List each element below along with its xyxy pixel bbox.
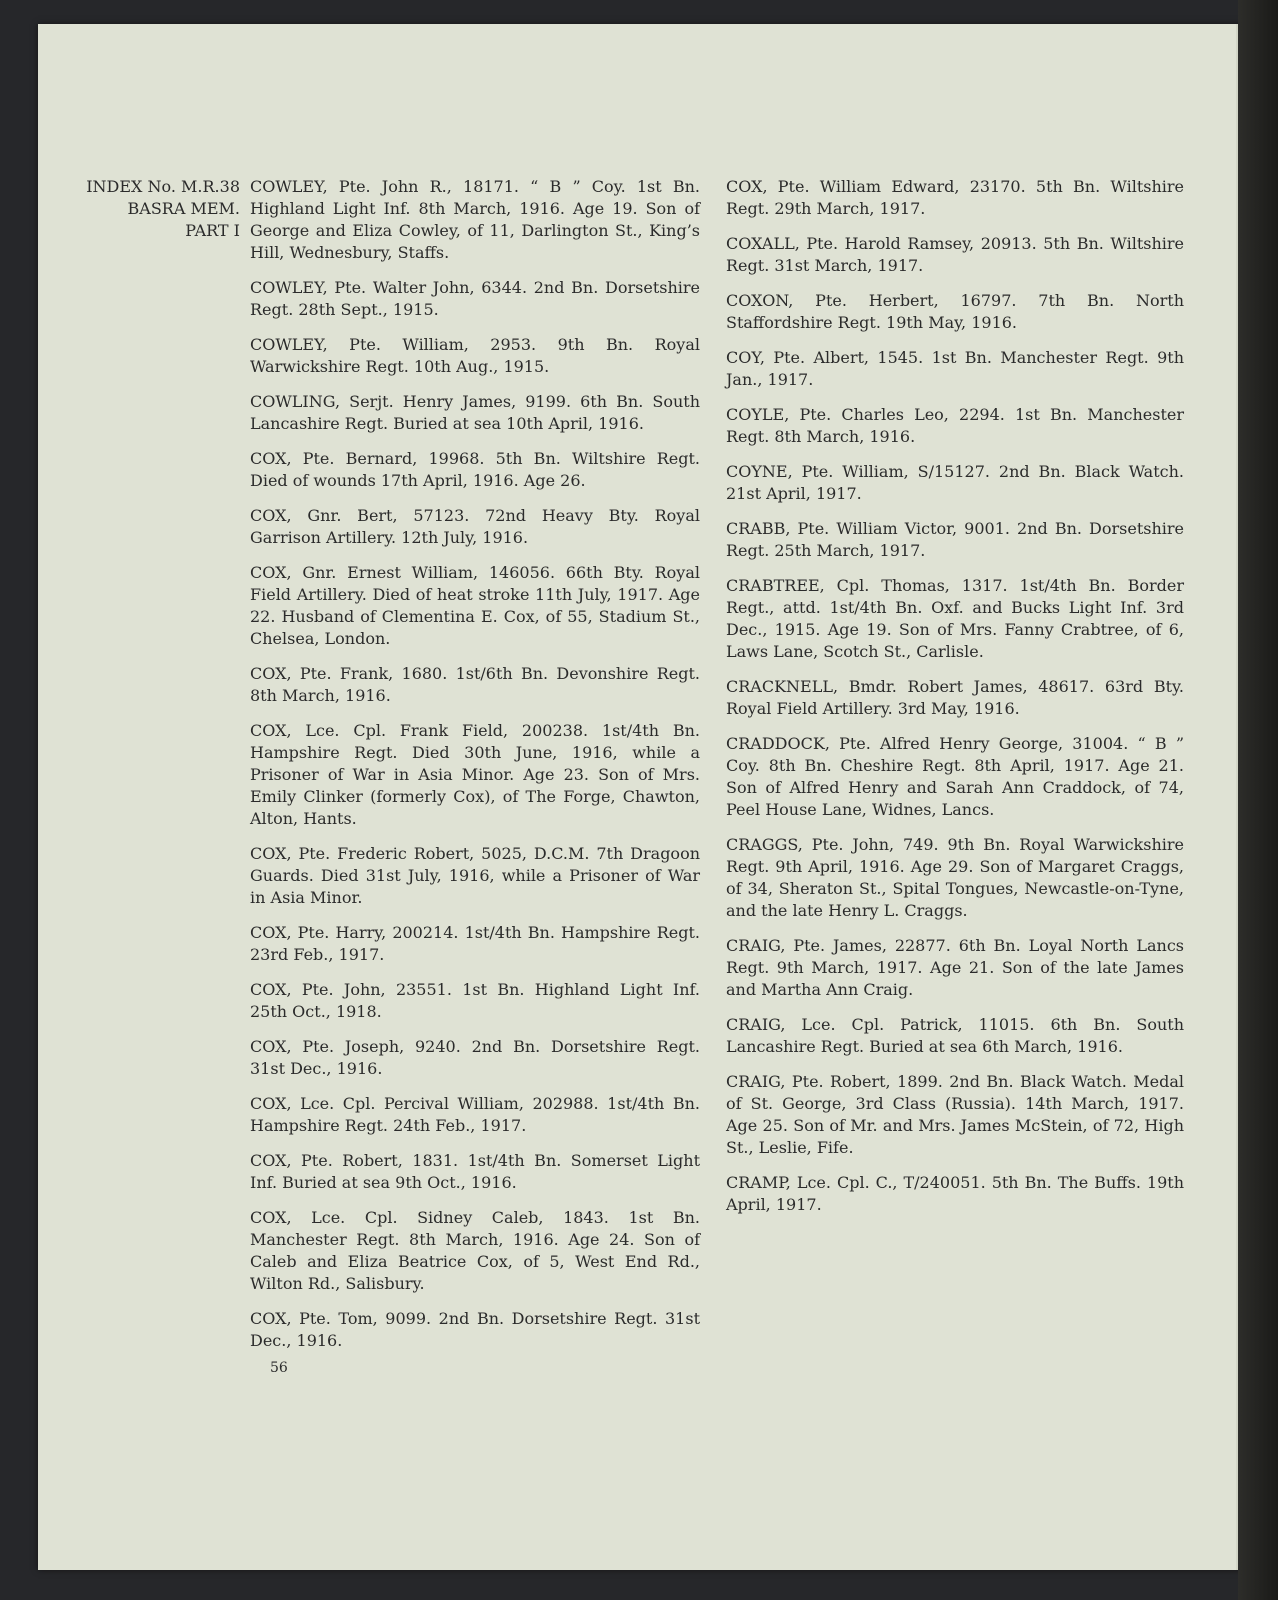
- index-margin-label: [64, 176, 240, 242]
- register-entry: COX, Pte. Robert, 1831. 1st/4th Bn. Somerset Light Inf. Buried at sea 9th Oct., 1916.: [250, 1151, 700, 1192]
- register-entry: COWLEY, Pte. Walter John, 6344. 2nd Bn. Dorsetshire Regt. 28th Sept., 1915.: [250, 278, 700, 319]
- register-entry: COX, Pte. Bernard, 19968. 5th Bn. Wiltshire Regt. Died of wounds 17th April, 1916. Age 26.: [250, 449, 700, 490]
- register-entry: COX, Pte. Tom, 9099. 2nd Bn. Dorsetshire Regt. 31st Dec., 1916.: [250, 1309, 700, 1350]
- register-entry: CRAIG, Pte. James, 22877. 6th Bn. Loyal North Lancs Regt. 9th March, 1917. Age 21. Son of the late James and Martha Ann Craig.: [726, 936, 1184, 999]
- register-entry: CRAGGS, Pte. John, 749. 9th Bn. Royal Warwickshire Regt. 9th April, 1916. Age 29. Son of Margaret Craggs, of 34, Sheraton St., Spital Tongues, Newcastle-on-Tyne, and the late Henry L. Craggs.: [726, 835, 1184, 920]
- binding-shadow: [1238, 0, 1278, 1600]
- register-entry: COX, Pte. William Edward, 23170. 5th Bn. Wiltshire Regt. 29th March, 1917.: [726, 177, 1184, 218]
- register-entry: COX, Pte. Joseph, 9240. 2nd Bn. Dorsetshire Regt. 31st Dec., 1916.: [250, 1037, 700, 1078]
- right-column: [726, 176, 1184, 1229]
- left-column: [250, 176, 700, 1365]
- memorial-name: BASRA MEM.: [127, 199, 240, 218]
- register-entry: COX, Lce. Cpl. Percival William, 202988. 1st/4th Bn. Hampshire Regt. 24th Feb., 1917.: [250, 1094, 700, 1135]
- register-entry: COX, Lce. Cpl. Frank Field, 200238. 1st/4th Bn. Hampshire Regt. Died 30th June, 1916, while a Prisoner of War in Asia Minor. Age 23. Son of Mrs. Emily Clinker (formerly Cox), of The Forge, Chawton, Alton, Hants.: [250, 721, 700, 828]
- index-number: INDEX No. M.R.38: [86, 177, 240, 196]
- register-entry: COX, Pte. Harry, 200214. 1st/4th Bn. Hampshire Regt. 23rd Feb., 1917.: [250, 923, 700, 964]
- register-entry: COY, Pte. Albert, 1545. 1st Bn. Manchester Regt. 9th Jan., 1917.: [726, 348, 1184, 389]
- register-entry: COX, Lce. Cpl. Sidney Caleb, 1843. 1st Bn. Manchester Regt. 8th March, 1916. Age 24. Son of Caleb and Eliza Beatrice Cox, of 5, West End Rd., Wilton Rd., Salisbury.: [250, 1208, 700, 1293]
- memorial-part: PART I: [185, 221, 240, 240]
- register-entry: CRACKNELL, Bmdr. Robert James, 48617. 63rd Bty. Royal Field Artillery. 3rd May, 1916.: [726, 677, 1184, 718]
- register-entry: COWLING, Serjt. Henry James, 9199. 6th Bn. South Lancashire Regt. Buried at sea 10th April, 1916.: [250, 392, 700, 433]
- register-entry: COXON, Pte. Herbert, 16797. 7th Bn. North Staffordshire Regt. 19th May, 1916.: [726, 291, 1184, 332]
- register-entry: COX, Pte. Frederic Robert, 5025, D.C.M. 7th Dragoon Guards. Died 31st July, 1916, while a Prisoner of War in Asia Minor.: [250, 844, 700, 907]
- register-entry: CRABB, Pte. William Victor, 9001. 2nd Bn. Dorsetshire Regt. 25th March, 1917.: [726, 519, 1184, 560]
- register-entry: COYLE, Pte. Charles Leo, 2294. 1st Bn. Manchester Regt. 8th March, 1916.: [726, 405, 1184, 446]
- register-entry: CRAIG, Pte. Robert, 1899. 2nd Bn. Black Watch. Medal of St. George, 3rd Class (Russia). 14th March, 1917. Age 25. Son of Mr. and Mrs. James McStein, of 72, High St., Leslie, Fife.: [726, 1072, 1184, 1157]
- register-entry: COYNE, Pte. William, S/15127. 2nd Bn. Black Watch. 21st April, 1917.: [726, 462, 1184, 503]
- register-entry: CRAMP, Lce. Cpl. C., T/240051. 5th Bn. The Buffs. 19th April, 1917.: [726, 1173, 1184, 1214]
- page-number: 56: [270, 1360, 288, 1376]
- register-entry: CRABTREE, Cpl. Thomas, 1317. 1st/4th Bn. Border Regt., attd. 1st/4th Bn. Oxf. and Bucks Light Inf. 3rd Dec., 1915. Age 19. Son of Mrs. Fanny Crabtree, of 6, Laws Lane, Scotch St., Carlisle.: [726, 576, 1184, 661]
- register-entry: COX, Gnr. Bert, 57123. 72nd Heavy Bty. Royal Garrison Artillery. 12th July, 1916.: [250, 506, 700, 547]
- register-entry: CRADDOCK, Pte. Alfred Henry George, 31004. “ B ” Coy. 8th Bn. Cheshire Regt. 8th April, 1917. Age 21. Son of Alfred Henry and Sarah Ann Craddock, of 74, Peel House Lane, Widnes, Lancs.: [726, 734, 1184, 819]
- register-entry: CRAIG, Lce. Cpl. Patrick, 11015. 6th Bn. South Lancashire Regt. Buried at sea 6th March, 1916.: [726, 1015, 1184, 1056]
- register-entry: COX, Pte. John, 23551. 1st Bn. Highland Light Inf. 25th Oct., 1918.: [250, 980, 700, 1021]
- register-entry: COX, Gnr. Ernest William, 146056. 66th Bty. Royal Field Artillery. Died of heat stroke 11th July, 1917. Age 22. Husband of Clementina E. Cox, of 55, Stadium St., Chelsea, London.: [250, 563, 700, 648]
- register-entry: COXALL, Pte. Harold Ramsey, 20913. 5th Bn. Wiltshire Regt. 31st March, 1917.: [726, 234, 1184, 275]
- register-entry: COX, Pte. Frank, 1680. 1st/6th Bn. Devonshire Regt. 8th March, 1916.: [250, 664, 700, 705]
- register-entry: COWLEY, Pte. William, 2953. 9th Bn. Royal Warwickshire Regt. 10th Aug., 1915.: [250, 335, 700, 376]
- register-entry: COWLEY, Pte. John R., 18171. “ B ” Coy. 1st Bn. Highland Light Inf. 8th March, 1916. Age 19. Son of George and Eliza Cowley, of 11, Darlington St., King’s Hill, Wednesbury, Staffs.: [250, 177, 700, 262]
